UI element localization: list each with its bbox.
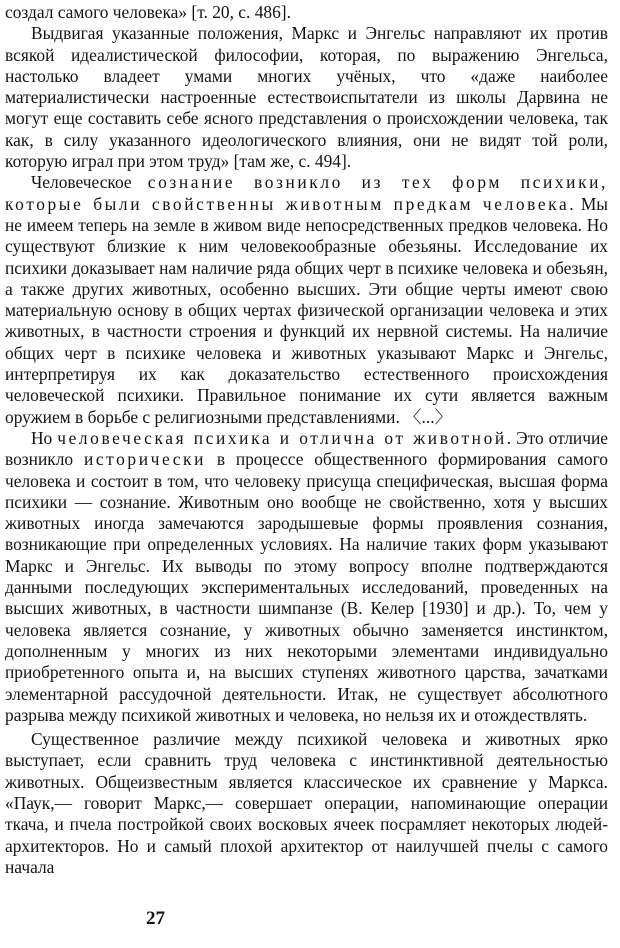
text-run: Выдвигая указанные положения, Маркс и Энгельс направляют их против всякой идеалистической философии, которая, по выражению Энгельса, настолько владеет умами многих учёных, что «даже наиболее материалистически настроенные естествоиспытатели из школы Дарвина не могут еще составить себе ясного представления о происхождении человека, так как, в силу указанного идеологического влияния, они не видят той роли, которую играл при этом труд» [там же, с. 494]. [5, 23, 608, 172]
body-text [5, 2, 608, 878]
paragraph [5, 2, 608, 23]
paragraph [5, 172, 608, 428]
text-run: . Мы не имеем теперь на земле в живом виде непосредственных предков человека. Но существуют близкие к ним человекообразные обезьяны. Исследование их психики доказывает нам наличие ряда общих черт в психике человека и обезьян, а также других животных, особенно высших. Эти общие черты имеют свою материальную основу в общих чертах физической организации человека и этих животных, в частности строения и функций их нервной системы. На наличие общих черт в психике человека и животных указывают Маркс и Энгельс, интерпретируя их как доказательство естественного происхождения человеческой психики. Правильное понимание их сути является важным оружием в борьбе с религиозными представлениями. 〈...〉 [5, 193, 608, 427]
page-number: 27 [146, 908, 165, 929]
text-run: Но [31, 427, 58, 448]
paragraph [5, 23, 608, 172]
paragraph [5, 428, 608, 726]
emphasized-text: человеческая психика и отлична от животной [57, 427, 507, 448]
text-run: создал самого человека» [т. 20, с. 486]. [5, 2, 291, 22]
text-run: в процессе общественного формирования самого человека и состоит в том, что человеку присуща специфическая, высшая форма психики — сознание. Животным оно вообще не свойственно, хотя у высших животных иногда замечаются зародышевые формы проявления сознания, возникающие при определенных условиях. На наличие таких форм указывают Маркс и Энгельс. Их выводы по этому вопросу вполне подтверждаются данными последующих экспериментальных исследований, проведенных на высших животных, в частности шимпанзе (В. Келер [1930] и др.). То, чем у человека является сознание, у животных обычно заменяется инстинктом, дополненным у многих из них некоторыми элементами индивидуально приобретенного опыта и, на высших ступенях животного царства, зачатками элементарной рассудочной деятельности. Итак, не существует абсолютного разрыва между психикой животных и человека, но нельзя их и отождествлять. [5, 449, 608, 725]
paragraph [5, 729, 608, 878]
text-run: Человеческое [31, 172, 148, 193]
emphasized-text: исторически [83, 449, 207, 470]
text-run: . Это отличие возникло [5, 427, 608, 470]
emphasized-text: сознание возникло из тех форм психики, которые были свойственны животным предкам человека [5, 172, 608, 214]
text-run: Существенное различие между психикой человека и животных ярко выступает, если сравнить труд человека с инстинктивной деятельностью животных. Общеизвестным является классическое их сравнение у Маркса. «Паук,— говорит Маркс,— совершает операции, напоминающие операции ткача, и пчела постройкой своих восковых ячеек посрамляет некоторых людей-архитекторов. Но и самый плохой архитектор от наилучшей пчелы с самого начала [5, 729, 608, 877]
